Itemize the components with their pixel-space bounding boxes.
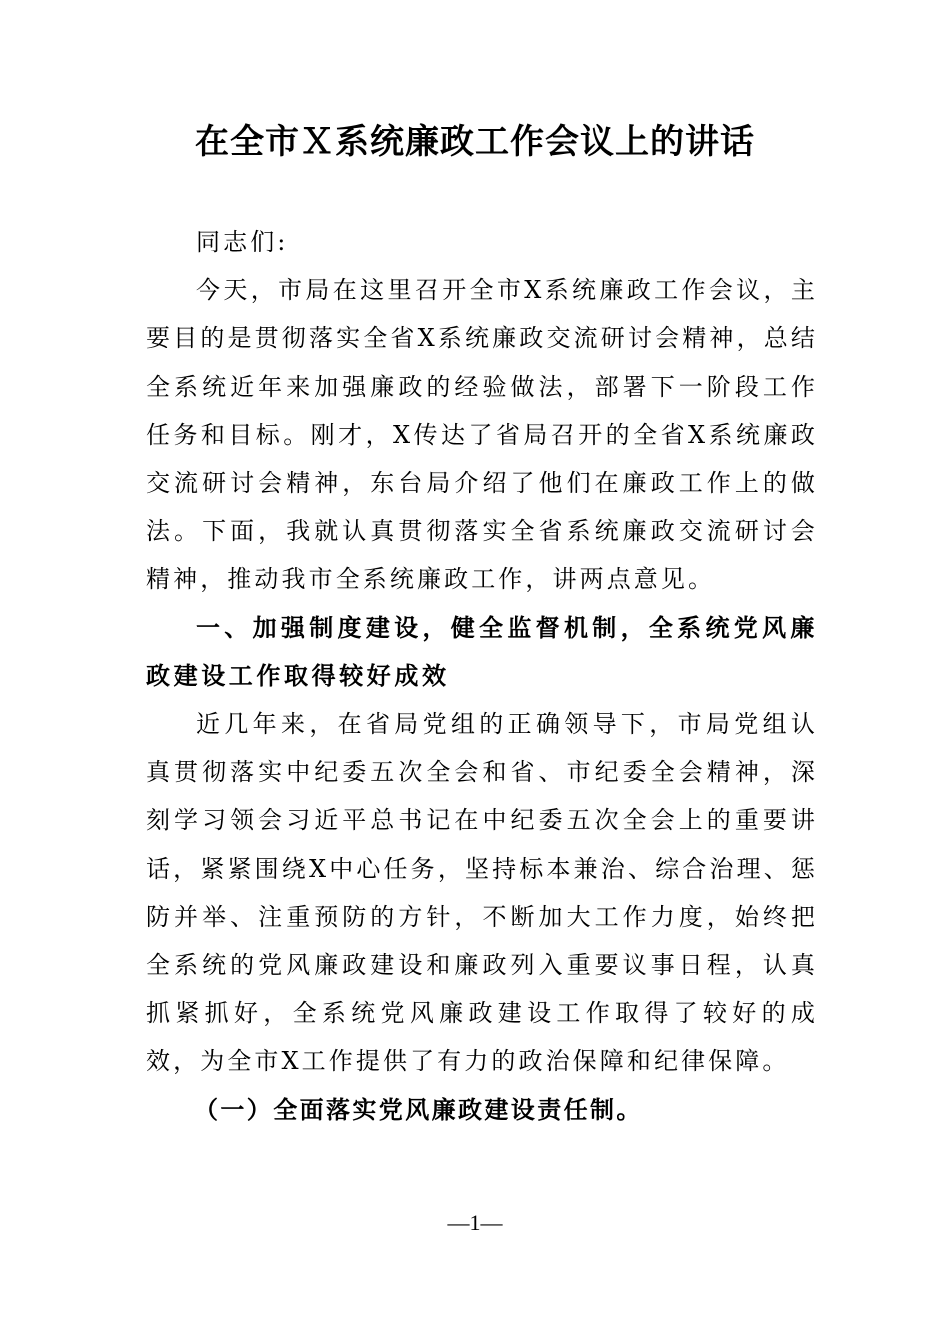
section-heading-1: 一、加强制度建设，健全监督机制，全系统党风廉政建设工作取得较好成效 bbox=[146, 613, 818, 690]
page-number: —1— bbox=[447, 1210, 503, 1235]
salutation: 同志们: bbox=[196, 228, 289, 256]
section-1-paragraph: 近几年来，在省局党组的正确领导下，市局党组认真贯彻落实中纪委五次全会和省、市纪委全会精神，深刻学习领会习近平总书记在中纪委五次全会上的重要讲话，紧紧围绕X中心任务，坚持标本兼治、综合治理、惩防并举、注重预防的方针，不断加大工作力度，始终把全系统的党风廉政建设和廉政列入重要议事日程，认真抓紧抓好，全系统党风廉政建设工作取得了较好的成效，为全市X工作提供了有力的政治保障和纪律保障。 bbox=[146, 710, 818, 1076]
intro-paragraph: 今天，市局在这里召开全市X系统廉政工作会议，主要目的是贯彻落实全省X系统廉政交流研讨会精神，总结全系统近年来加强廉政的经验做法，部署下一阶段工作任务和目标。刚才，X传达了省局召开的全省X系统廉政交流研讨会精神，东台局介绍了他们在廉政工作上的做法。下面，我就认真贯彻落实全省系统廉政交流研讨会精神，推动我市全系统廉政工作，讲两点意见。 bbox=[146, 276, 818, 594]
subsection-heading-1: （一）全面落实党风廉政建设责任制。 bbox=[194, 1095, 643, 1124]
document-body bbox=[146, 218, 818, 1134]
document-title: 在全市Ｘ系统廉政工作会议上的讲话 bbox=[195, 122, 755, 162]
